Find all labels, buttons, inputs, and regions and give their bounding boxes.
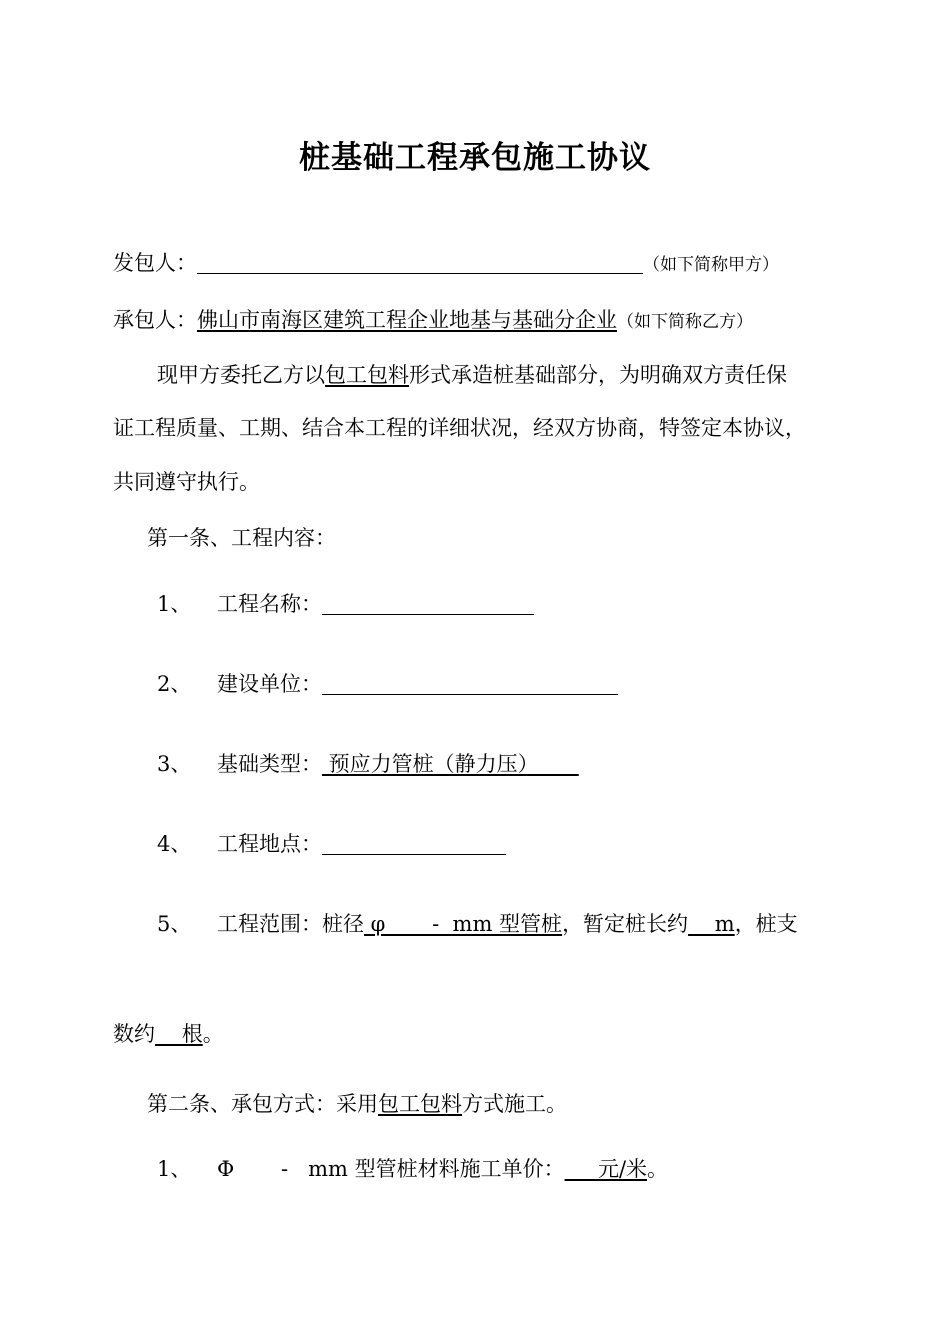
item-text: ，暂定桩长约 (562, 912, 689, 936)
item-text: 。 (202, 1022, 224, 1046)
party-a-label: 发包人： (113, 251, 197, 275)
item-label: 建设单位： (217, 672, 322, 696)
item-text: ，桩支 (734, 912, 798, 936)
item-number: 3、 (157, 752, 192, 776)
item-label: 工程名称： (217, 592, 322, 616)
article-1-item-5 (157, 910, 798, 938)
item-blank (322, 592, 534, 615)
item-label: 工程地点： (217, 832, 322, 856)
party-b-name: 佛山市南海区建筑工程企业地基与基础分企业 (197, 308, 617, 332)
article-2-text: 方式施工。 (462, 1092, 567, 1116)
item-number: 2、 (157, 672, 192, 696)
article-2-heading (147, 1090, 567, 1118)
item-label: Φ - mm 型管桩材料施工单价： (217, 1157, 565, 1181)
item-number: 1、 (157, 592, 192, 616)
party-b-note: （如下简称乙方） (617, 312, 753, 332)
article-1-item-2 (157, 670, 618, 698)
pile-diameter-value: φ - mm 型管桩 (364, 912, 563, 936)
item-text: 。 (647, 1157, 669, 1181)
intro-line-1 (157, 361, 787, 389)
item-label: 基础类型： (217, 752, 322, 776)
item-blank (322, 672, 618, 695)
item-number: 5、 (157, 912, 192, 936)
party-a-line (113, 249, 779, 279)
article-1-item-1 (157, 590, 534, 618)
item-text: 数约 (113, 1022, 155, 1046)
article-1-item-5-cont (113, 1020, 224, 1048)
foundation-type-value: 预应力管桩（静力压） (322, 752, 579, 776)
pile-length-value: m (688, 912, 735, 936)
party-a-blank (197, 251, 643, 274)
intro-contract-form: 包工包料 (325, 363, 409, 387)
intro-line-2: 证工程质量、工期、结合本工程的详细状况，经双方协商，特签定本协议， (113, 416, 806, 440)
article-1-heading: 第一条、工程内容： (147, 526, 336, 550)
item-label: 工程范围：桩径 (217, 912, 364, 936)
article-2-item-1 (157, 1155, 668, 1183)
party-b-label: 承包人： (113, 308, 197, 332)
contract-method-value: 包工包料 (378, 1092, 462, 1116)
article-2-text: 第二条、承包方式：采用 (147, 1092, 378, 1116)
pile-count-value: 根 (155, 1022, 203, 1046)
unit-price-value: 元/米 (564, 1157, 648, 1181)
intro-line-3: 共同遵守执行。 (113, 470, 260, 494)
document-title: 桩基础工程承包施工协议 (299, 140, 651, 176)
party-a-note: （如下简称甲方） (643, 255, 779, 275)
intro-text: 现甲方委托乙方以 (157, 363, 325, 387)
item-number: 1、 (157, 1157, 192, 1181)
item-blank (322, 832, 506, 855)
intro-text: 形式承造桩基础部分，为明确双方责任保 (409, 363, 787, 387)
item-number: 4、 (157, 832, 192, 856)
article-1-item-3 (157, 750, 579, 778)
party-b-line (113, 306, 753, 336)
article-1-item-4 (157, 830, 506, 858)
